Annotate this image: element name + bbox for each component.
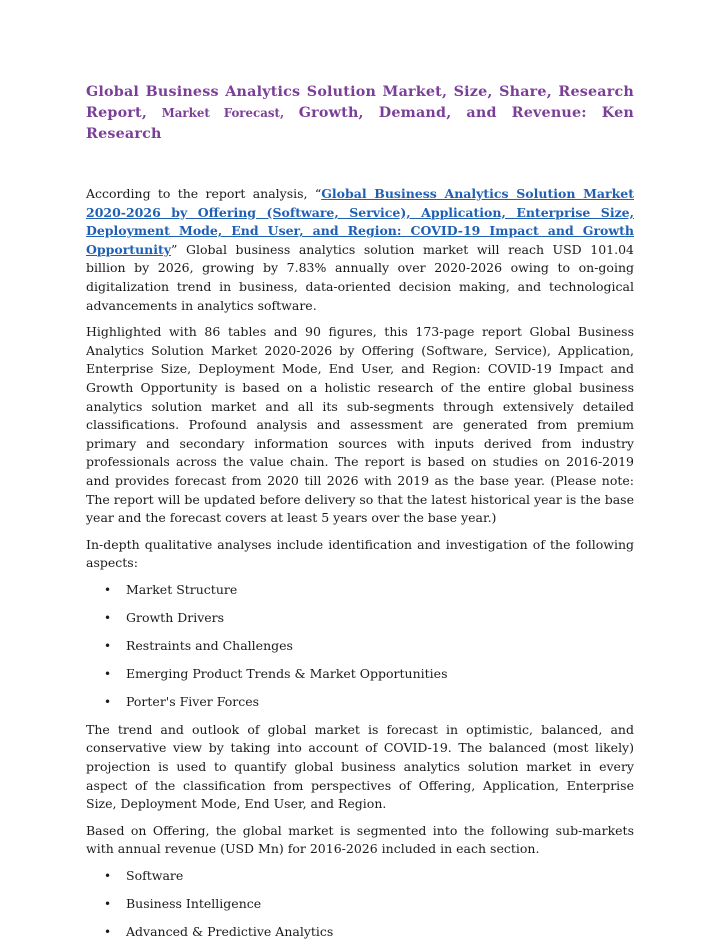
offering-intro-paragraph: Based on Offering, the global market is segmented into the following sub-markets with annual revenue (USD Mn) for 2016-2026 included in each section. xyxy=(86,822,634,857)
list-item-text: Porter's Fiver Forces xyxy=(126,693,260,709)
bullet-icon: • xyxy=(104,924,112,939)
list-item xyxy=(86,581,634,600)
title-part-2: Market Forecast, xyxy=(161,106,285,120)
bullet-icon: • xyxy=(104,666,112,681)
bullet-icon: • xyxy=(104,868,112,883)
bullet-icon: • xyxy=(104,896,112,911)
report-link[interactable]: Global Business Analytics Solution Market 2020-2026 by Offering (Software, Service), Application, Enterprise Size, Deployment Mode, End User, and Region: COVID-19 Impact and Growth Opportunity xyxy=(86,186,634,257)
bullet-icon: • xyxy=(104,610,112,625)
list-item-text: Growth Drivers xyxy=(126,609,225,625)
intro-suffix: ” Global business analytics solution market will reach USD 101.04 billion by 2026, growing by 7.83% annually over 2020-2026 owing to on-going digitalization trend in business, data-oriented decision making, and technological advancements in analytics software. xyxy=(86,241,634,313)
list-item-text: Software xyxy=(126,867,184,883)
list-item xyxy=(86,609,634,628)
intro-prefix: According to the report analysis, “ xyxy=(86,186,322,201)
aspects-list xyxy=(86,581,634,712)
list-item xyxy=(86,693,634,712)
offering-list xyxy=(86,867,634,942)
list-item xyxy=(86,923,634,942)
list-item xyxy=(86,637,634,656)
list-item xyxy=(86,895,634,914)
highlights-paragraph: Highlighted with 86 tables and 90 figures, this 173-page report Global Business Analytics Solution Market 2020-2026 by Offering (Software, Service), Application, Enterprise Size, Deployment Mode, End User, and Region: COVID-19 Impact and Growth Opportunity is based on a holistic research of the entire global business analytics solution market and all its sub-segments through extensively detailed classifications. Profound analysis and assessment are generated from premium primary and secondary information sources with inputs derived from industry professionals across the value chain. The report is based on studies on 2016-2019 and provides forecast from 2020 till 2026 with 2019 as the base year. (Please note: The report will be updated before delivery so that the latest historical year is the base year and the forecast covers at least 5 years over the base year.) xyxy=(86,324,634,526)
list-item xyxy=(86,867,634,886)
title-part-1: Global Business Analytics Solution Market, Size, Share, Research Report, xyxy=(86,84,634,121)
list-item-text: Business Intelligence xyxy=(126,895,262,911)
bullet-icon: • xyxy=(104,694,112,709)
list-item-text: Market Structure xyxy=(126,581,238,597)
document-title xyxy=(86,82,634,145)
list-item-text: Emerging Product Trends & Market Opportunities xyxy=(126,665,448,681)
list-item-text: Advanced & Predictive Analytics xyxy=(126,923,334,939)
list-item-text: Restraints and Challenges xyxy=(126,637,293,653)
intro-paragraph xyxy=(86,185,634,315)
outlook-paragraph: The trend and outlook of global market is forecast in optimistic, balanced, and conservative view by taking into account of COVID-19. The balanced (most likely) projection is used to quantify global business analytics solution market in every aspect of the classification from perspectives of Offering, Application, Enterprise Size, Deployment Mode, End User, and Region. xyxy=(86,721,634,812)
bullet-icon: • xyxy=(104,582,112,597)
bullet-icon: • xyxy=(104,638,112,653)
list-item xyxy=(86,665,634,684)
title-part-3: Growth, Demand, and Revenue: Ken Research xyxy=(86,105,634,142)
aspects-intro-paragraph: In-depth qualitative analyses include identification and investigation of the following aspects: xyxy=(86,536,634,571)
